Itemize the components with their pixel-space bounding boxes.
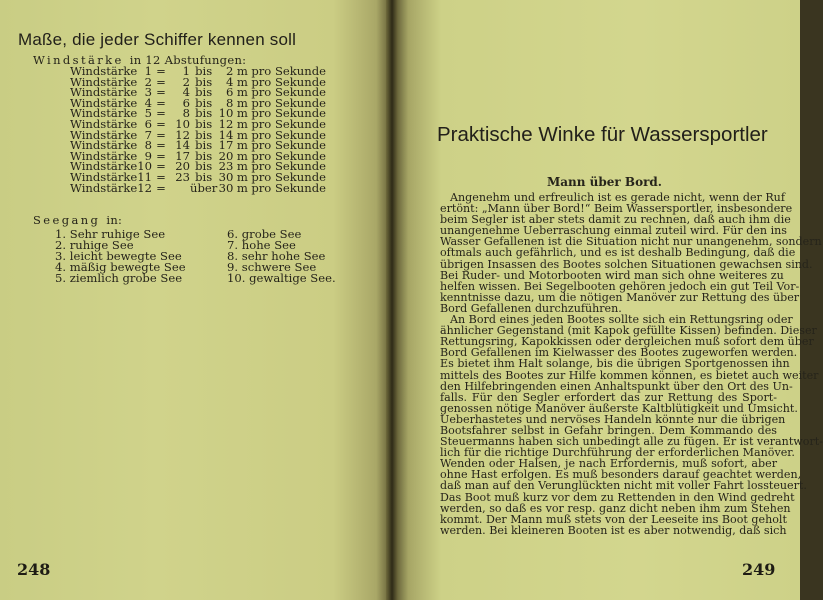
sea-state-item: 1. Sehr ruhige See bbox=[55, 227, 166, 241]
sea-list-right bbox=[227, 229, 336, 284]
sea-state-item: 9. schwere See bbox=[227, 259, 317, 274]
sea-title-word: Seegang bbox=[33, 213, 101, 227]
wind-title-tail: in 12 Abstufungen: bbox=[129, 53, 247, 67]
wind-bis: bis bbox=[195, 159, 213, 174]
body-line: oftmals auch gefährlich, und es ist deshalb Bedingung, daß die bbox=[440, 246, 796, 260]
wind-bis: bis bbox=[195, 116, 213, 131]
wind-from: 1 bbox=[182, 64, 191, 78]
wind-to: 6 bbox=[225, 85, 234, 100]
wind-label: Windstärke bbox=[70, 116, 138, 131]
wind-bis: bis bbox=[195, 138, 213, 153]
book-gutter bbox=[386, 0, 398, 600]
sea-list-left bbox=[55, 229, 186, 284]
wind-title-word: Windstärke bbox=[33, 53, 124, 67]
wind-equals: = bbox=[156, 180, 166, 195]
wind-unit: m bbox=[236, 85, 248, 100]
wind-to: 4 bbox=[225, 74, 234, 89]
wind-bis: bis bbox=[195, 74, 213, 89]
wind-number: 8 bbox=[144, 138, 153, 153]
wind-equals: = bbox=[156, 116, 166, 131]
wind-from: 10 bbox=[175, 116, 191, 131]
wind-label: Windstärke bbox=[70, 106, 138, 121]
wind-to: 17 bbox=[218, 138, 234, 153]
body-line: genossen nötige Manöver äußerste Kaltblütigkeit und Umsicht. bbox=[440, 401, 798, 415]
wind-bis: bis bbox=[195, 127, 213, 142]
wind-to: 2 bbox=[225, 64, 234, 78]
wind-unit: m bbox=[236, 180, 248, 195]
wind-label: Windstärke bbox=[70, 138, 138, 153]
wind-unit: m bbox=[236, 138, 248, 153]
wind-number: 9 bbox=[144, 148, 153, 163]
body-line: An Bord eines jeden Bootes sollte sich ein Rettungsring oder bbox=[450, 313, 793, 327]
wind-from: 2 bbox=[182, 74, 191, 89]
wind-label: Windstärke bbox=[70, 159, 138, 174]
wind-bis: bis bbox=[195, 85, 213, 100]
sea-state-item: 3. leicht bewegte See bbox=[55, 248, 182, 263]
body-line: werden. Bei kleineren Booten ist es aber notwendig, daß sich bbox=[440, 523, 787, 537]
body-line: kommt. Der Mann muß stets von der Leeseite ins Boot geholt bbox=[440, 512, 787, 526]
wind-label: Windstärke bbox=[70, 127, 138, 142]
wind-number: 4 bbox=[144, 95, 153, 110]
wind-equals: = bbox=[156, 169, 166, 184]
wind-equals: = bbox=[156, 159, 166, 174]
wind-from: 12 bbox=[175, 127, 191, 142]
sea-state-item: 7. hohe See bbox=[227, 237, 296, 252]
wind-unit-text: pro Sekunde bbox=[251, 85, 327, 100]
wind-from: 6 bbox=[182, 95, 191, 110]
wind-unit-text: pro Sekunde bbox=[251, 169, 327, 184]
left-page-heading: Maße, die jeder Schiffer kennen soll bbox=[18, 30, 297, 49]
wind-unit-text: pro Sekunde bbox=[251, 180, 327, 195]
sea-state-item: 2. ruhige See bbox=[55, 237, 134, 252]
body-line: daß man auf den Verunglückten nicht mit voller Fahrt lossteuert. bbox=[440, 479, 807, 493]
sea-title-tail: in: bbox=[106, 213, 123, 227]
wind-unit: m bbox=[236, 74, 248, 89]
wind-number: 7 bbox=[144, 127, 153, 142]
wind-number: 10 bbox=[137, 159, 153, 174]
body-line: den Hilfebringenden einen Anhaltspunkt über den Ort des Un- bbox=[440, 379, 793, 393]
body-line: Das Boot muß kurz vor dem zu Rettenden in den Wind gedreht bbox=[440, 490, 795, 504]
wind-unit-text: pro Sekunde bbox=[251, 159, 327, 174]
wind-from: 23 bbox=[175, 169, 191, 184]
wind-unit: m bbox=[236, 64, 248, 78]
body-line: Wasser Gefallenen ist die Situation nicht nur unangenehm, sondern bbox=[440, 235, 822, 249]
body-line: mittels des Bootes zur Hilfe kommen können, es bietet auch weiter bbox=[440, 368, 819, 382]
page-number-left: 248 bbox=[17, 560, 51, 579]
wind-section-title bbox=[33, 53, 246, 67]
body-line: Es bietet ihm Halt solange, bis die übrigen Sportgenossen ihn bbox=[440, 357, 790, 371]
wind-equals: = bbox=[156, 85, 166, 100]
body-line: Steuermanns haben sich unbedingt alle zu fügen. Er ist verantwort- bbox=[440, 435, 823, 449]
body-line: ohne Hast erfolgen. Es muß besonders darauf geachtet werden, bbox=[440, 468, 802, 482]
wind-label: Windstärke bbox=[70, 64, 138, 78]
wind-equals: = bbox=[156, 74, 166, 89]
page-number-right: 249 bbox=[742, 560, 776, 579]
wind-from: 4 bbox=[182, 85, 191, 100]
body-line: werden, so daß es vor resp. ganz dicht neben ihm zum Stehen bbox=[440, 501, 791, 515]
wind-bis: bis bbox=[195, 148, 213, 163]
wind-bis: bis bbox=[195, 106, 213, 121]
wind-to: 30 bbox=[218, 180, 234, 195]
body-line: helfen wissen. Bei Segelbooten gehören jedoch ein gut Teil Vor- bbox=[440, 279, 800, 293]
wind-label: Windstärke bbox=[70, 148, 138, 163]
wind-label: Windstärke bbox=[70, 85, 138, 100]
body-line: Bord Gefallenen im Kielwasser des Bootes zugeworfen werden. bbox=[440, 346, 798, 360]
wind-equals: = bbox=[156, 95, 166, 110]
wind-label: Windstärke bbox=[70, 95, 138, 110]
wind-to: 20 bbox=[218, 148, 234, 163]
section-title: Mann über Bord. bbox=[547, 175, 662, 189]
wind-equals: = bbox=[156, 106, 166, 121]
wind-unit-text: pro Sekunde bbox=[251, 116, 327, 131]
wind-from: 14 bbox=[175, 138, 191, 153]
wind-from: 8 bbox=[182, 106, 191, 121]
wind-number: 6 bbox=[144, 116, 153, 131]
body-line: Bei Ruder- und Motorbooten wird man sich ohne weiteres zu bbox=[440, 268, 784, 282]
wind-unit-text: pro Sekunde bbox=[251, 148, 327, 163]
wind-from: 20 bbox=[175, 159, 191, 174]
right-page-title: Praktische Winke für Wassersportler bbox=[437, 123, 768, 146]
wind-equals: = bbox=[156, 148, 166, 163]
wind-number: 12 bbox=[137, 180, 153, 195]
wind-bis: bis bbox=[195, 169, 213, 184]
wind-unit: m bbox=[236, 95, 248, 110]
wind-unit: m bbox=[236, 148, 248, 163]
wind-unit-text: pro Sekunde bbox=[251, 138, 327, 153]
wind-row bbox=[70, 183, 331, 194]
body-line: ertönt: „Mann über Bord!“ Beim Wassersportler, insbesondere bbox=[440, 202, 793, 216]
sea-state-item: 5. ziemlich grobe See bbox=[55, 270, 183, 285]
wind-unit-text: pro Sekunde bbox=[251, 64, 327, 78]
body-line: ähnlicher Gegenstand (mit Kapok gefüllte Kissen) befinden. Dieser bbox=[440, 324, 817, 338]
wind-bis: über bbox=[190, 180, 218, 195]
wind-unit: m bbox=[236, 106, 248, 121]
wind-label: Windstärke bbox=[70, 169, 138, 184]
wind-label: Windstärke bbox=[70, 74, 138, 89]
wind-unit-text: pro Sekunde bbox=[251, 74, 327, 89]
wind-to: 8 bbox=[225, 95, 234, 110]
body-line: lich für die richtige Durchführung der erforderlichen Manöver. bbox=[440, 446, 795, 460]
wind-to: 10 bbox=[218, 106, 234, 121]
wind-scale-table bbox=[70, 66, 331, 193]
body-line: Angenehm und erfreulich ist es gerade nicht, wenn der Ruf bbox=[450, 191, 785, 204]
body-line: beim Segler ist aber stets damit zu rechnen, daß auch ihm die bbox=[440, 213, 791, 227]
wind-number: 1 bbox=[144, 64, 153, 78]
wind-number: 11 bbox=[137, 169, 153, 184]
wind-unit: m bbox=[236, 159, 248, 174]
wind-to: 23 bbox=[218, 159, 234, 174]
wind-bis: bis bbox=[195, 64, 213, 78]
wind-unit: m bbox=[236, 169, 248, 184]
body-line: unangenehme Ueberraschung einmal zuteil wird. Für den ins bbox=[440, 224, 787, 238]
wind-number: 3 bbox=[144, 85, 153, 100]
body-line: kenntnisse dazu, um die nötigen Manöver zur Rettung des über bbox=[440, 290, 800, 304]
sea-state-item: 8. sehr hohe See bbox=[227, 248, 326, 263]
body-line: falls. Für den Segler erfordert das zur Rettung des Sport- bbox=[440, 390, 777, 404]
wind-bis: bis bbox=[195, 95, 213, 110]
wind-label: Windstärke bbox=[70, 180, 138, 195]
wind-unit-text: pro Sekunde bbox=[251, 127, 327, 142]
body-line: übrigen Insassen des Bootes solchen Situationen gewachsen sind. bbox=[440, 257, 813, 271]
wind-equals: = bbox=[156, 127, 166, 142]
body-line: Bord Gefallenen durchzuführen. bbox=[440, 301, 622, 315]
wind-unit-text: pro Sekunde bbox=[251, 106, 327, 121]
sea-state-item: 6. grobe See bbox=[227, 227, 302, 241]
wind-number: 5 bbox=[144, 106, 153, 121]
body-line: Wenden oder Halsen, je nach Erfordernis, muß sofort, aber bbox=[440, 457, 777, 471]
sea-state-item: 10. gewaltige See. bbox=[227, 270, 336, 285]
wind-to: 30 bbox=[218, 169, 234, 184]
sea-state-item: 4. mäßig bewegte See bbox=[55, 259, 186, 274]
body-line: Ueberhastetes und nervöses Handeln könnte nur die übrigen bbox=[440, 412, 786, 426]
wind-number: 2 bbox=[144, 74, 153, 89]
wind-unit-text: pro Sekunde bbox=[251, 95, 327, 110]
body-line: Rettungsring, Kapokkissen oder dergleichen muß sofort dem über bbox=[440, 335, 814, 349]
body-text bbox=[440, 191, 823, 537]
wind-from: 17 bbox=[175, 148, 191, 163]
body-line: Bootsfahrer selbst in Gefahr bringen. Dem Kommando des bbox=[440, 423, 777, 437]
wind-unit: m bbox=[236, 116, 248, 131]
wind-from bbox=[170, 183, 190, 194]
sea-section-title bbox=[33, 213, 122, 227]
wind-equals: = bbox=[156, 138, 166, 153]
wind-to: 14 bbox=[218, 127, 234, 142]
wind-equals: = bbox=[156, 64, 166, 78]
wind-unit: m bbox=[236, 127, 248, 142]
wind-to: 12 bbox=[218, 116, 234, 131]
